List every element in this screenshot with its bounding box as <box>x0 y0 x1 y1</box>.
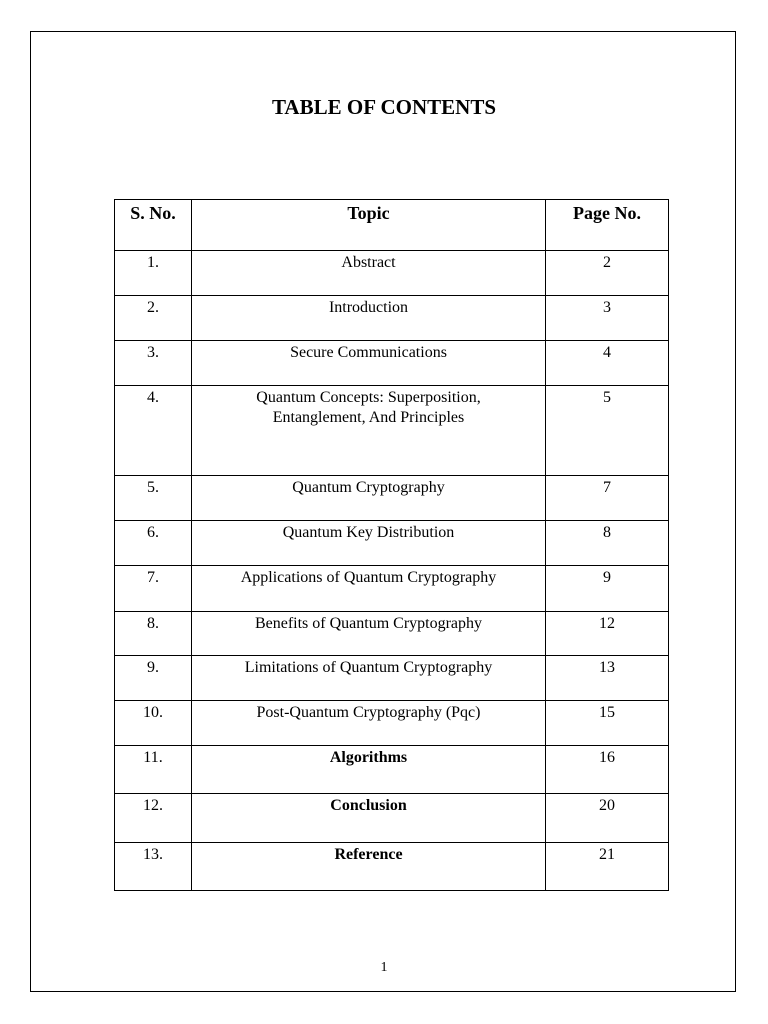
row-page: 8 <box>603 524 611 541</box>
row-topic-line: Quantum Concepts: Superposition, <box>256 389 481 406</box>
table-row <box>115 566 669 612</box>
row-page: 3 <box>603 299 611 316</box>
row-page: 16 <box>599 749 615 766</box>
row-page: 20 <box>599 797 615 814</box>
row-sno: 2. <box>147 299 159 316</box>
table-row <box>115 386 669 476</box>
row-page: 2 <box>603 254 611 271</box>
row-sno: 10. <box>143 704 163 721</box>
page-title: TABLE OF CONTENTS <box>271 95 497 119</box>
header-page: Page No. <box>546 200 669 251</box>
row-sno: 11. <box>143 749 163 766</box>
row-page: 15 <box>599 704 615 721</box>
row-topic: Applications of Quantum Cryptography <box>240 569 497 586</box>
row-topic: Limitations of Quantum Cryptography <box>244 659 493 676</box>
row-page: 9 <box>603 569 611 586</box>
table-row <box>115 843 669 891</box>
row-topic: Post-Quantum Cryptography (Pqc) <box>256 704 481 721</box>
row-topic: Benefits of Quantum Cryptography <box>254 615 483 632</box>
table-row <box>115 794 669 843</box>
row-sno: 8. <box>147 615 159 632</box>
row-topic: Algorithms <box>329 749 408 766</box>
page-number: 1 <box>380 960 388 975</box>
row-sno: 6. <box>147 524 159 541</box>
row-page: 5 <box>603 389 611 406</box>
row-topic: Quantum Cryptography <box>292 479 445 496</box>
row-sno: 3. <box>147 344 159 361</box>
row-sno: 9. <box>147 659 159 676</box>
row-page: 13 <box>599 659 615 676</box>
row-sno: 4. <box>147 389 159 406</box>
header-topic: Topic <box>192 200 546 251</box>
table-row <box>115 612 669 656</box>
row-topic <box>192 386 545 428</box>
row-topic: Abstract <box>341 254 396 271</box>
toc-header-row <box>115 200 669 251</box>
table-row <box>115 656 669 701</box>
row-sno: 5. <box>147 479 159 496</box>
table-row <box>115 251 669 296</box>
row-sno: 12. <box>143 797 163 814</box>
row-page: 12 <box>599 615 615 632</box>
row-page: 7 <box>603 479 611 496</box>
table-row <box>115 521 669 566</box>
row-topic: Quantum Key Distribution <box>282 524 455 541</box>
row-topic: Introduction <box>328 299 409 316</box>
row-sno: 7. <box>147 569 159 586</box>
row-topic: Reference <box>334 846 403 863</box>
table-row <box>115 296 669 341</box>
row-topic: Conclusion <box>330 797 407 814</box>
row-sno: 13. <box>143 846 163 863</box>
row-sno: 1. <box>147 254 159 271</box>
row-page: 4 <box>603 344 611 361</box>
table-row <box>115 746 669 794</box>
row-topic-line: Entanglement, And Principles <box>272 409 465 426</box>
toc-table <box>114 199 669 891</box>
table-row <box>115 341 669 386</box>
table-row <box>115 476 669 521</box>
row-topic: Secure Communications <box>290 344 447 361</box>
table-row <box>115 701 669 746</box>
header-sno: S. No. <box>115 200 192 251</box>
row-page: 21 <box>599 846 615 863</box>
